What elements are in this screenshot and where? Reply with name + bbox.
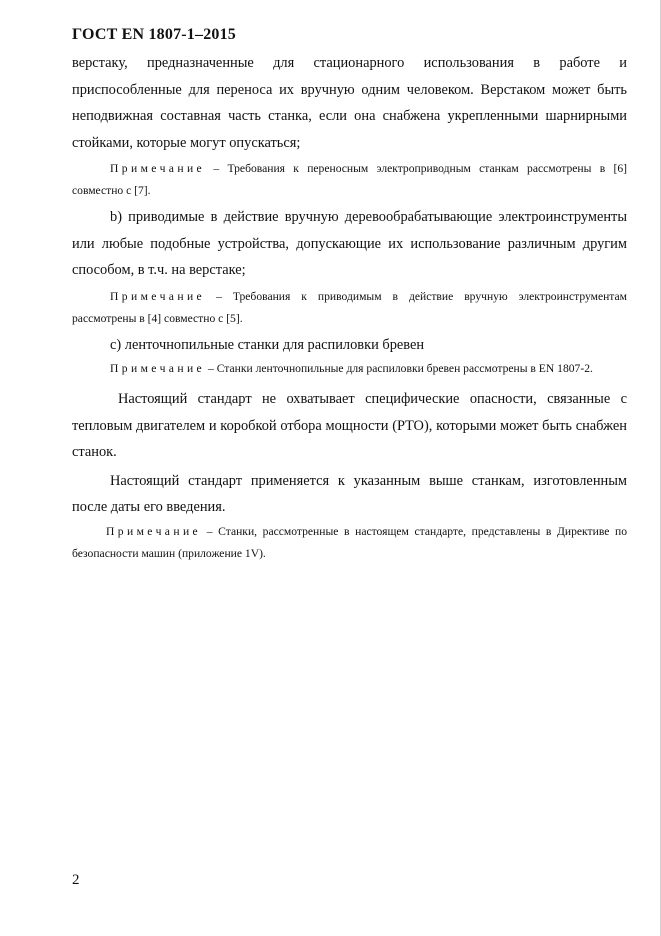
- paragraph-workbench: верстаку, предназначенные для стационарного использования в работе и приспособленные для переноса их вручную одним человеком. Верстаком может быть неподвижная составная часть станка, если она снабжена укрепленными шарнирными стойками, которые могут опускаться;: [72, 55, 627, 151]
- note-text: – Станки ленточнопильные для распиловки бревен рассмотрены в EN 1807-2.: [205, 362, 593, 375]
- list-item-c: c) ленточнопильные станки для распиловки бревен: [110, 336, 425, 353]
- note-label: Примечание: [110, 289, 206, 303]
- page-number: 2: [72, 872, 80, 888]
- note-hand-tools: [72, 286, 627, 330]
- page-header-standard: ГОСТ EN 1807-1–2015: [72, 26, 237, 43]
- note-text: – Станки, рассмотренные в настоящем стандарте, представлены в Директиве по безопасности машин (приложение 1V).: [72, 524, 627, 560]
- note-text: – Требования к приводимым в действие вручную электроинструментам рассмотрены в [4] совместно с [5].: [72, 289, 627, 325]
- page-content: [72, 50, 627, 565]
- note-portable-machines: [72, 158, 627, 202]
- note-label: Примечание: [106, 524, 202, 538]
- list-item-b: b) приводимые в действие вручную деревообрабатывающие электроинструменты или любые подобные устройства, допускающие их использование различным другим способом, в т.ч. на верстаке;: [72, 209, 627, 278]
- note-label: Примечание: [110, 162, 206, 175]
- note-machinery-directive: [72, 521, 627, 565]
- paragraph-scope-exclusion: Настоящий стандарт не охватывает специфические опасности, связанные с тепловым двигателем и коробкой отбора мощности (PTO), которыми может быть снабжен станок.: [72, 391, 627, 460]
- note-log-bandsaws: [72, 358, 627, 380]
- paragraph-scope-date: Настоящий стандарт применяется к указанным выше станкам, изготовленным после даты его введения.: [72, 472, 627, 515]
- note-text: – Требования к переносным электроприводным станкам рассмотрены в [6] совместно с [7].: [72, 162, 627, 197]
- note-label: Примечание: [110, 362, 206, 375]
